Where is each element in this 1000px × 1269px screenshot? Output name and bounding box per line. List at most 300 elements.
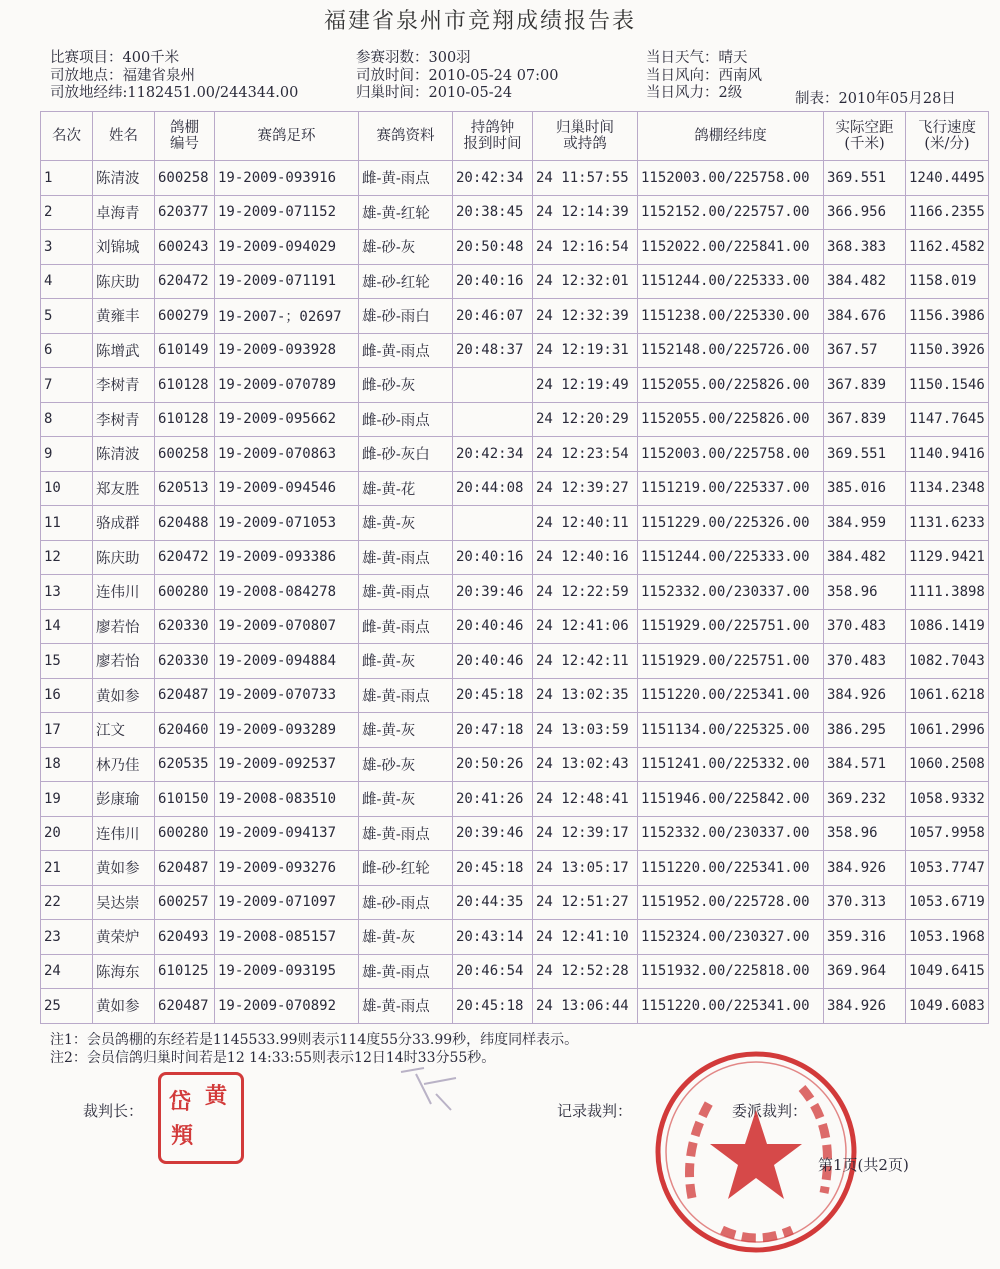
pigeon-info-cell: 雄-黄-灰 (359, 713, 453, 748)
rank-cell: 18 (41, 747, 93, 782)
loft-id-cell: 620487 (155, 678, 215, 713)
ring-number-cell: 19-2009-095662 (215, 402, 359, 437)
clock-time-cell: 20:45:18 (453, 851, 533, 886)
rank-cell: 1 (41, 161, 93, 196)
clock-time-cell: 20:48:37 (453, 333, 533, 368)
pigeon-info-cell: 雄-黄-灰 (359, 920, 453, 955)
speed-cell: 1053.6719 (906, 885, 989, 920)
pigeon-info-cell: 雄-砂-灰 (359, 230, 453, 265)
loft-id-cell: 600280 (155, 816, 215, 851)
clock-time-cell: 20:43:14 (453, 920, 533, 955)
arrival-time-cell: 24 12:48:41 (533, 782, 638, 817)
arrival-time-cell: 24 12:32:01 (533, 264, 638, 299)
ring-number-cell: 19-2008-085157 (215, 920, 359, 955)
loft-coordinates-cell: 1151220.00/225341.00 (638, 678, 824, 713)
entry-count: 参赛羽数：300羽 (356, 50, 471, 66)
speed-cell: 1049.6415 (906, 954, 989, 989)
speed-cell: 1061.2996 (906, 713, 989, 748)
results-table (40, 111, 989, 1024)
clock-time-cell: 20:42:34 (453, 161, 533, 196)
loft-id-cell: 610128 (155, 402, 215, 437)
arrival-time-cell: 24 12:22:59 (533, 575, 638, 610)
ring-number-cell: 19-2009-093195 (215, 954, 359, 989)
rank-cell: 13 (41, 575, 93, 610)
name-cell: 卓海青 (93, 195, 155, 230)
name-cell: 林乃佳 (93, 747, 155, 782)
recorder-judge-label: 记录裁判： (557, 1102, 633, 1120)
name-cell: 江文 (93, 713, 155, 748)
report-title: 福建省泉州市竞翔成绩报告表 (323, 9, 636, 34)
arrival-time-cell: 24 12:32:39 (533, 299, 638, 334)
ring-number-cell: 19-2007-；02697 (215, 299, 359, 334)
ring-number-cell: 19-2009-071053 (215, 506, 359, 541)
pigeon-info-cell: 雌-黄-雨点 (359, 609, 453, 644)
table-row (41, 299, 989, 334)
name-cell: 刘锦城 (93, 230, 155, 265)
distance-cell: 358.96 (824, 816, 906, 851)
loft-id-cell: 620493 (155, 920, 215, 955)
pigeon-info-cell: 雌-砂-灰 (359, 368, 453, 403)
loft-id-cell: 600258 (155, 161, 215, 196)
rank-cell: 17 (41, 713, 93, 748)
loft-id-cell: 620472 (155, 264, 215, 299)
loft-id-cell: 620472 (155, 540, 215, 575)
clock-time-cell: 20:40:46 (453, 644, 533, 679)
loft-coordinates-cell: 1152055.00/225826.00 (638, 402, 824, 437)
arrival-time-cell: 24 12:14:39 (533, 195, 638, 230)
speed-cell: 1111.3898 (906, 575, 989, 610)
table-row (41, 161, 989, 196)
loft-coordinates-cell: 1152003.00/225758.00 (638, 161, 824, 196)
distance-cell: 384.676 (824, 299, 906, 334)
speed-cell: 1082.7043 (906, 644, 989, 679)
loft-id-cell: 620487 (155, 989, 215, 1024)
name-cell: 黄如参 (93, 678, 155, 713)
speed-cell: 1057.9958 (906, 816, 989, 851)
rank-cell: 6 (41, 333, 93, 368)
table-row (41, 713, 989, 748)
distance-cell: 369.964 (824, 954, 906, 989)
speed-cell: 1240.4495 (906, 161, 989, 196)
distance-cell: 366.956 (824, 195, 906, 230)
header-ring: 赛鸽足环 (215, 112, 359, 161)
pigeon-info-cell: 雄-黄-雨点 (359, 954, 453, 989)
pigeon-info-cell: 雌-砂-灰白 (359, 437, 453, 472)
appointed-judge-label: 委派裁判： (732, 1102, 808, 1120)
arrival-time-cell: 24 12:41:06 (533, 609, 638, 644)
speed-cell: 1150.1546 (906, 368, 989, 403)
distance-cell: 367.839 (824, 368, 906, 403)
ring-number-cell: 19-2009-070863 (215, 437, 359, 472)
rank-cell: 24 (41, 954, 93, 989)
table-row (41, 437, 989, 472)
distance-cell: 385.016 (824, 471, 906, 506)
name-cell: 陈清波 (93, 161, 155, 196)
distance-cell: 384.482 (824, 540, 906, 575)
arrival-time-cell: 24 12:19:49 (533, 368, 638, 403)
wind-direction: 当日风向：西南风 (646, 67, 762, 84)
arrival-time-cell: 24 11:57:55 (533, 161, 638, 196)
ring-number-cell: 19-2009-071097 (215, 885, 359, 920)
arrival-time-cell: 24 13:02:35 (533, 678, 638, 713)
loft-id-cell: 610149 (155, 333, 215, 368)
distance-cell: 370.483 (824, 609, 906, 644)
loft-coordinates-cell: 1151946.00/225842.00 (638, 782, 824, 817)
loft-coordinates-cell: 1151134.00/225325.00 (638, 713, 824, 748)
name-cell: 郑友胜 (93, 471, 155, 506)
loft-id-cell: 610150 (155, 782, 215, 817)
name-cell: 陈庆助 (93, 264, 155, 299)
arrival-time-cell: 24 13:06:44 (533, 989, 638, 1024)
speed-cell: 1053.1968 (906, 920, 989, 955)
ring-number-cell: 19-2009-071191 (215, 264, 359, 299)
loft-id-cell: 620487 (155, 851, 215, 886)
rank-cell: 21 (41, 851, 93, 886)
rank-cell: 7 (41, 368, 93, 403)
ring-number-cell: 19-2008-084278 (215, 575, 359, 610)
table-row (41, 782, 989, 817)
weather: 当日天气：晴天 (646, 50, 748, 66)
name-cell: 陈海东 (93, 954, 155, 989)
clock-time-cell: 20:46:07 (453, 299, 533, 334)
ring-number-cell: 19-2009-092537 (215, 747, 359, 782)
distance-cell: 384.482 (824, 264, 906, 299)
rank-cell: 5 (41, 299, 93, 334)
loft-id-cell: 620460 (155, 713, 215, 748)
rank-cell: 10 (41, 471, 93, 506)
speed-cell: 1049.6083 (906, 989, 989, 1024)
rank-cell: 14 (41, 609, 93, 644)
arrival-time-cell: 24 12:52:28 (533, 954, 638, 989)
arrival-time-cell: 24 12:42:11 (533, 644, 638, 679)
clock-time-cell: 20:38:45 (453, 195, 533, 230)
speed-cell: 1129.9421 (906, 540, 989, 575)
ring-number-cell: 19-2009-070807 (215, 609, 359, 644)
speed-cell: 1166.2355 (906, 195, 989, 230)
chief-judge-seal (158, 1072, 244, 1164)
pigeon-info-cell: 雄-黄-雨点 (359, 678, 453, 713)
note-2: 注2：会员信鸽归巢时间若是12 14:33:55则表示12日14时33分55秒。 (50, 1050, 496, 1066)
rank-cell: 19 (41, 782, 93, 817)
speed-cell: 1131.6233 (906, 506, 989, 541)
loft-coordinates-cell: 1151932.00/225818.00 (638, 954, 824, 989)
loft-coordinates-cell: 1152148.00/225726.00 (638, 333, 824, 368)
rank-cell: 15 (41, 644, 93, 679)
loft-id-cell: 620488 (155, 506, 215, 541)
pigeon-info-cell: 雄-黄-红轮 (359, 195, 453, 230)
pigeon-info-cell: 雄-砂-雨白 (359, 299, 453, 334)
name-cell: 黄如参 (93, 851, 155, 886)
speed-cell: 1134.2348 (906, 471, 989, 506)
distance-cell: 386.295 (824, 713, 906, 748)
speed-cell: 1147.7645 (906, 402, 989, 437)
loft-coordinates-cell: 1151244.00/225333.00 (638, 540, 824, 575)
pigeon-info-cell: 雄-黄-雨点 (359, 540, 453, 575)
name-cell: 陈清波 (93, 437, 155, 472)
arrival-time-cell: 24 13:05:17 (533, 851, 638, 886)
distance-cell: 369.551 (824, 161, 906, 196)
table-row (41, 609, 989, 644)
header-distance: 实际空距 (千米) (824, 112, 906, 161)
pigeon-info-cell: 雌-砂-红轮 (359, 851, 453, 886)
clock-time-cell: 20:50:48 (453, 230, 533, 265)
clock-time-cell: 20:39:46 (453, 816, 533, 851)
pigeon-info-cell: 雄-黄-雨点 (359, 989, 453, 1024)
loft-id-cell: 600257 (155, 885, 215, 920)
ring-number-cell: 19-2009-093276 (215, 851, 359, 886)
clock-time-cell: 20:44:35 (453, 885, 533, 920)
speed-cell: 1086.1419 (906, 609, 989, 644)
distance-cell: 368.383 (824, 230, 906, 265)
pigeon-info-cell: 雄-黄-雨点 (359, 575, 453, 610)
loft-id-cell: 620513 (155, 471, 215, 506)
race-info-left (50, 50, 298, 103)
loft-coordinates-cell: 1152332.00/230337.00 (638, 575, 824, 610)
header-speed: 飞行速度 (米/分) (906, 112, 989, 161)
table-row (41, 195, 989, 230)
arrival-time-cell: 24 13:02:43 (533, 747, 638, 782)
arrival-time-cell: 24 13:03:59 (533, 713, 638, 748)
loft-coordinates-cell: 1151229.00/225326.00 (638, 506, 824, 541)
speed-cell: 1058.9332 (906, 782, 989, 817)
rank-cell: 16 (41, 678, 93, 713)
table-row (41, 402, 989, 437)
rank-cell: 9 (41, 437, 93, 472)
loft-id-cell: 610125 (155, 954, 215, 989)
race-info-middle (356, 50, 559, 103)
loft-id-cell: 620330 (155, 609, 215, 644)
name-cell: 吴达崇 (93, 885, 155, 920)
ring-number-cell: 19-2009-094029 (215, 230, 359, 265)
loft-id-cell: 620330 (155, 644, 215, 679)
loft-id-cell: 620535 (155, 747, 215, 782)
table-row (41, 230, 989, 265)
header-row (41, 112, 989, 161)
header-coords: 鸽棚经纬度 (638, 112, 824, 161)
loft-coordinates-cell: 1152332.00/230337.00 (638, 816, 824, 851)
loft-coordinates-cell: 1151220.00/225341.00 (638, 989, 824, 1024)
loft-id-cell: 600243 (155, 230, 215, 265)
loft-id-cell: 600258 (155, 437, 215, 472)
arrival-time-cell: 24 12:20:29 (533, 402, 638, 437)
distance-cell: 358.96 (824, 575, 906, 610)
ring-number-cell: 19-2009-093916 (215, 161, 359, 196)
arrival-time-cell: 24 12:23:54 (533, 437, 638, 472)
loft-coordinates-cell: 1151219.00/225337.00 (638, 471, 824, 506)
arrival-time-cell: 24 12:19:31 (533, 333, 638, 368)
table-row (41, 644, 989, 679)
pigeon-info-cell: 雄-砂-红轮 (359, 264, 453, 299)
distance-cell: 384.959 (824, 506, 906, 541)
table-row (41, 989, 989, 1024)
table-row (41, 506, 989, 541)
rank-cell: 20 (41, 816, 93, 851)
table-row (41, 471, 989, 506)
clock-time-cell (453, 506, 533, 541)
rank-cell: 12 (41, 540, 93, 575)
pigeon-info-cell: 雄-砂-灰 (359, 747, 453, 782)
table-row (41, 540, 989, 575)
table-row (41, 264, 989, 299)
ring-number-cell: 19-2009-093386 (215, 540, 359, 575)
ring-number-cell: 19-2009-070733 (215, 678, 359, 713)
clock-time-cell: 20:45:18 (453, 678, 533, 713)
rank-cell: 11 (41, 506, 93, 541)
clock-time-cell: 20:42:34 (453, 437, 533, 472)
name-cell: 黄雍丰 (93, 299, 155, 334)
distance-cell: 384.926 (824, 989, 906, 1024)
speed-cell: 1140.9416 (906, 437, 989, 472)
loft-id-cell: 610128 (155, 368, 215, 403)
name-cell: 李树青 (93, 402, 155, 437)
arrival-time-cell: 24 12:41:10 (533, 920, 638, 955)
pigeon-info-cell: 雌-黄-灰 (359, 644, 453, 679)
table-row (41, 368, 989, 403)
speed-cell: 1150.3926 (906, 333, 989, 368)
clock-time-cell: 20:39:46 (453, 575, 533, 610)
distance-cell: 384.926 (824, 851, 906, 886)
loft-coordinates-cell: 1152003.00/225758.00 (638, 437, 824, 472)
loft-coordinates-cell: 1152152.00/225757.00 (638, 195, 824, 230)
pigeon-info-cell: 雄-砂-雨点 (359, 885, 453, 920)
clock-time-cell: 20:41:26 (453, 782, 533, 817)
notes (50, 1031, 578, 1067)
rank-cell: 4 (41, 264, 93, 299)
arrival-time-cell: 24 12:39:17 (533, 816, 638, 851)
page-number: 第1页(共2页) (818, 1156, 909, 1174)
header-rank: 名次 (41, 112, 93, 161)
name-cell: 连伟川 (93, 575, 155, 610)
clock-time-cell: 20:44:08 (453, 471, 533, 506)
seal-char: 岱 (169, 1089, 192, 1115)
loft-coordinates-cell: 1152324.00/230327.00 (638, 920, 824, 955)
race-event: 比赛项目：400千米 (50, 50, 180, 66)
clock-time-cell (453, 402, 533, 437)
ring-number-cell: 19-2009-094137 (215, 816, 359, 851)
loft-coordinates-cell: 1151952.00/225728.00 (638, 885, 824, 920)
loft-coordinates-cell: 1151929.00/225751.00 (638, 609, 824, 644)
chief-judge-label: 裁判长： (83, 1102, 144, 1120)
release-time: 司放时间：2010-05-24 07:00 (356, 67, 559, 84)
table-row (41, 816, 989, 851)
ring-number-cell: 19-2009-094546 (215, 471, 359, 506)
distance-cell: 367.839 (824, 402, 906, 437)
loft-coordinates-cell: 1151238.00/225330.00 (638, 299, 824, 334)
rank-cell: 25 (41, 989, 93, 1024)
ring-number-cell: 19-2009-094884 (215, 644, 359, 679)
pigeon-info-cell: 雌-砂-雨点 (359, 402, 453, 437)
rank-cell: 3 (41, 230, 93, 265)
pigeon-info-cell: 雌-黄-雨点 (359, 161, 453, 196)
loft-id-cell: 600280 (155, 575, 215, 610)
name-cell: 黄荣炉 (93, 920, 155, 955)
rank-cell: 22 (41, 885, 93, 920)
clock-time-cell: 20:40:46 (453, 609, 533, 644)
header-info: 赛鸽资料 (359, 112, 453, 161)
arrival-time-cell: 24 12:40:16 (533, 540, 638, 575)
speed-cell: 1060.2508 (906, 747, 989, 782)
loft-id-cell: 620377 (155, 195, 215, 230)
table-row (41, 954, 989, 989)
rank-cell: 23 (41, 920, 93, 955)
clock-time-cell: 20:46:54 (453, 954, 533, 989)
loft-coordinates-cell: 1152055.00/225826.00 (638, 368, 824, 403)
loft-coordinates-cell: 1151220.00/225341.00 (638, 851, 824, 886)
distance-cell: 370.313 (824, 885, 906, 920)
table-row (41, 747, 989, 782)
rank-cell: 2 (41, 195, 93, 230)
loft-coordinates-cell: 1152022.00/225841.00 (638, 230, 824, 265)
distance-cell: 384.926 (824, 678, 906, 713)
speed-cell: 1061.6218 (906, 678, 989, 713)
clock-time-cell: 20:40:16 (453, 540, 533, 575)
header-clock: 持鸽钟 报到时间 (453, 112, 533, 161)
official-round-seal (652, 1048, 860, 1256)
pigeon-info-cell: 雌-黄-雨点 (359, 333, 453, 368)
name-cell: 廖若怡 (93, 644, 155, 679)
seal-char: 頖 (171, 1123, 194, 1149)
clock-time-cell: 20:47:18 (453, 713, 533, 748)
table-row (41, 333, 989, 368)
ring-number-cell: 19-2008-083510 (215, 782, 359, 817)
arrival-time-cell: 24 12:39:27 (533, 471, 638, 506)
pen-scribble (396, 1064, 466, 1114)
name-cell: 连伟川 (93, 816, 155, 851)
seal-char: 黄 (205, 1083, 228, 1109)
table-row (41, 920, 989, 955)
rank-cell: 8 (41, 402, 93, 437)
pigeon-info-cell: 雄-黄-灰 (359, 506, 453, 541)
pigeon-info-cell: 雄-黄-雨点 (359, 816, 453, 851)
ring-number-cell: 19-2009-070892 (215, 989, 359, 1024)
distance-cell: 369.232 (824, 782, 906, 817)
clock-time-cell: 20:40:16 (453, 264, 533, 299)
arrival-time-cell: 24 12:16:54 (533, 230, 638, 265)
name-cell: 廖若怡 (93, 609, 155, 644)
header-arrival: 归巢时间 或持鸽 (533, 112, 638, 161)
table-row (41, 575, 989, 610)
table-row (41, 885, 989, 920)
ring-number-cell: 19-2009-071152 (215, 195, 359, 230)
distance-cell: 367.57 (824, 333, 906, 368)
ring-number-cell: 19-2009-070789 (215, 368, 359, 403)
clock-time-cell (453, 368, 533, 403)
name-cell: 陈增武 (93, 333, 155, 368)
arrival-time-cell: 24 12:51:27 (533, 885, 638, 920)
distance-cell: 384.571 (824, 747, 906, 782)
header-name: 姓名 (93, 112, 155, 161)
speed-cell: 1158.019 (906, 264, 989, 299)
return-date: 归巢时间：2010-05-24 (356, 85, 513, 101)
loft-coordinates-cell: 1151241.00/225332.00 (638, 747, 824, 782)
note-1: 注1：会员鸽棚的东经若是1145533.99则表示114度55分33.99秒，纬度同样表示。 (50, 1032, 579, 1048)
ring-number-cell: 19-2009-093289 (215, 713, 359, 748)
clock-time-cell: 20:45:18 (453, 989, 533, 1024)
name-cell: 骆成群 (93, 506, 155, 541)
pigeon-info-cell: 雌-黄-灰 (359, 782, 453, 817)
loft-coordinates-cell: 1151929.00/225751.00 (638, 644, 824, 679)
header-loft: 鸽棚 编号 (155, 112, 215, 161)
name-cell: 彭康瑜 (93, 782, 155, 817)
name-cell: 陈庆助 (93, 540, 155, 575)
arrival-time-cell: 24 12:40:11 (533, 506, 638, 541)
speed-cell: 1053.7747 (906, 851, 989, 886)
name-cell: 黄如参 (93, 989, 155, 1024)
clock-time-cell: 20:50:26 (453, 747, 533, 782)
table-maker-date: 制表：2010年05月28日 (795, 91, 956, 107)
speed-cell: 1162.4582 (906, 230, 989, 265)
wind-force: 当日风力：2级 (646, 85, 743, 101)
